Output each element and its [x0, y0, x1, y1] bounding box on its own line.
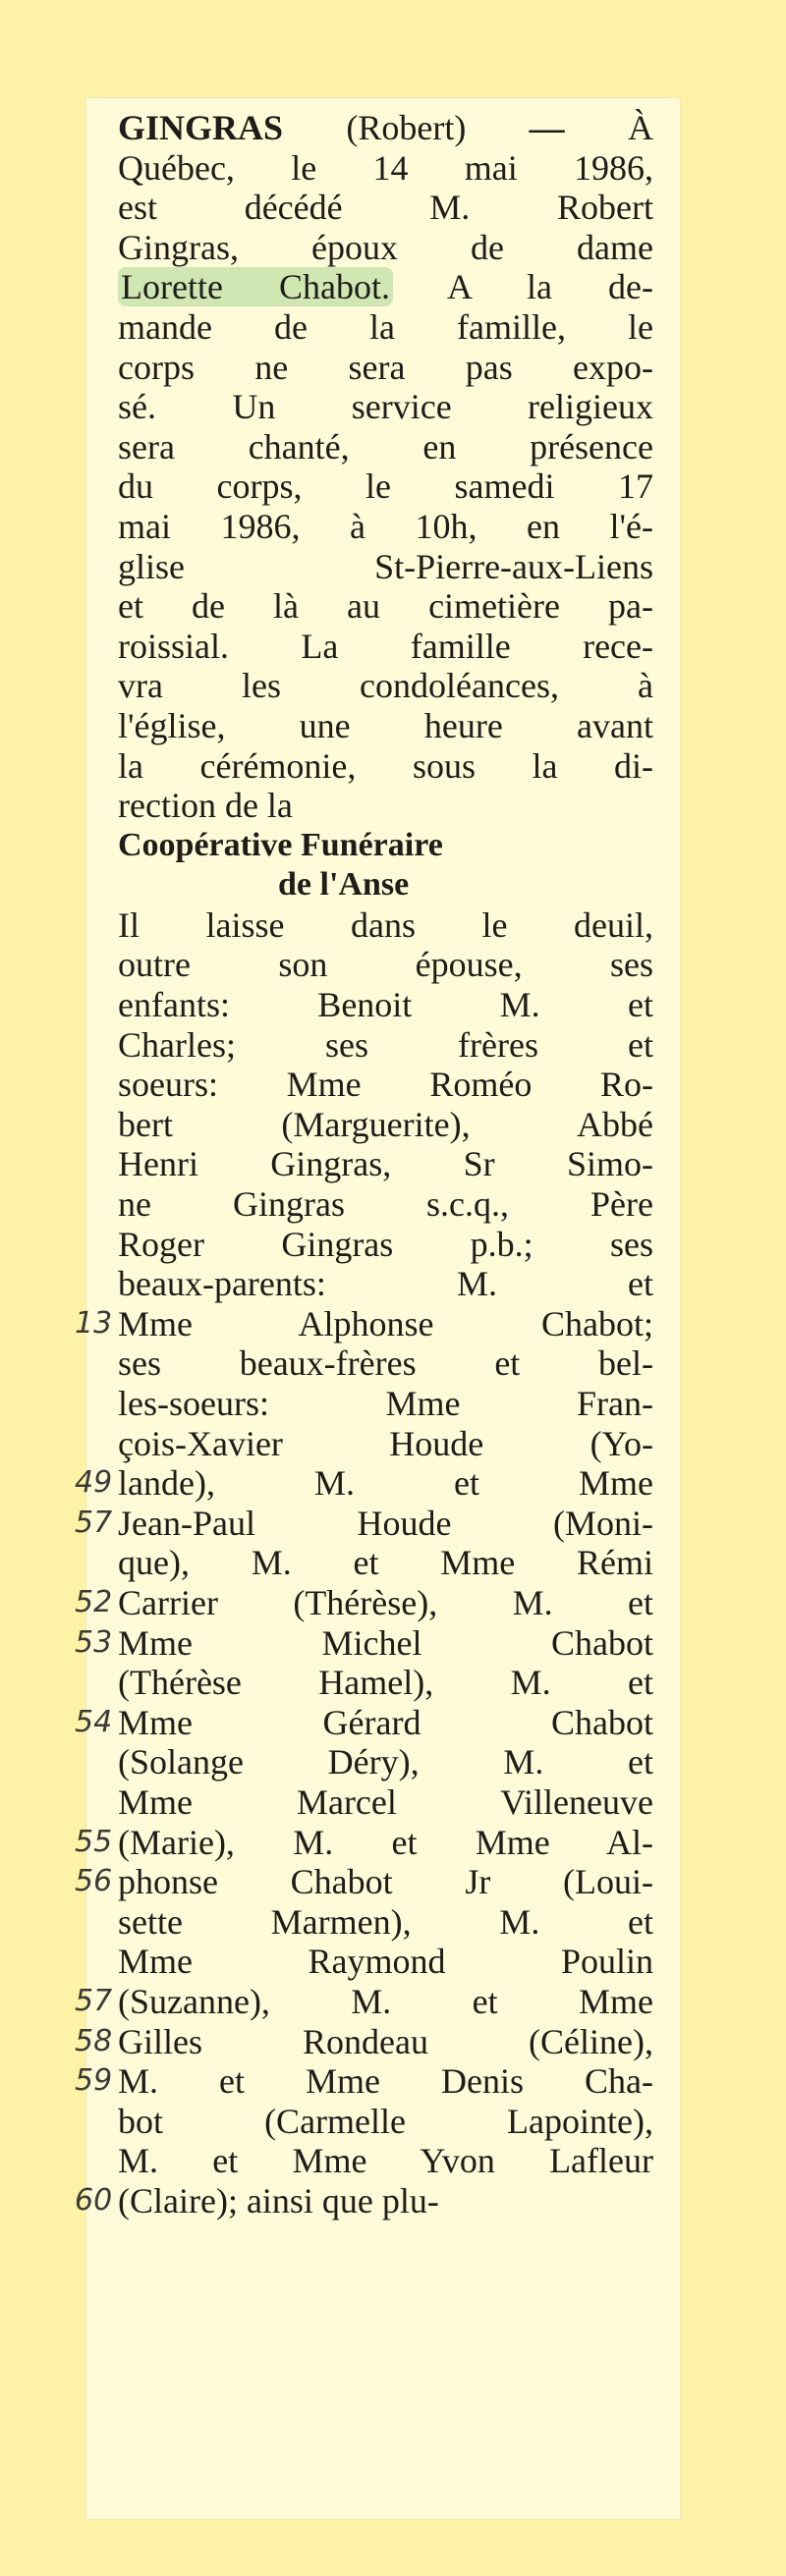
survivors-line: Il laisse dans le deuil, [118, 904, 653, 945]
survivors-line: que), M. et Mme Rémi [118, 1543, 653, 1583]
survivors-line: Charles; ses frères et [118, 1024, 653, 1065]
intro-line: roissial. La famille rece- [118, 626, 653, 666]
margin-note: 59 [75, 2063, 113, 2099]
survivors-line: Mme Raymond Poulin [118, 1942, 653, 1982]
intro-line: mai 1986, à 10h, en l'é- [118, 506, 653, 546]
survivors-line: bot (Carmelle Lapointe), [118, 2101, 653, 2141]
margin-note: 56 [75, 1864, 113, 1899]
intro-line: Lorette Chabot. A la de- [118, 267, 653, 307]
margin-note: 58 [75, 2023, 113, 2058]
margin-note: 57 [75, 1506, 113, 1540]
margin-note: 49 [75, 1465, 113, 1501]
funeral-home-name-line1: Coopérative Funéraire [118, 826, 443, 863]
intro-line: GINGRAS (Robert) — À [118, 108, 653, 147]
survivors-line: çois-Xavier Houde (Yo- [118, 1423, 653, 1463]
intro-line: l'église, une heure avant [118, 705, 653, 745]
survivors-line: phonse Chabot Jr (Loui- [118, 1862, 653, 1902]
intro-line: glise St-Pierre-aux-Liens [118, 546, 653, 586]
survivors-line: (Solange Déry), M. et [118, 1742, 653, 1782]
intro-line: mande de la famille, le [118, 306, 653, 347]
survivors-line: Carrier (Thérèse), M. et [118, 1582, 653, 1622]
margin-note: 55 [75, 1824, 113, 1859]
survivors-line: les-soeurs: Mme Fran- [118, 1384, 653, 1423]
survivors-line: lande), M. et Mme [118, 1463, 653, 1504]
survivors-line: Roger Gingras p.b.; ses [118, 1224, 653, 1264]
intro-line: corps ne sera pas expo- [118, 347, 653, 387]
survivors-line: (Thérèse Hamel), M. et [118, 1663, 653, 1703]
survivors-line: M. et Mme Denis Cha- [118, 2061, 653, 2102]
intro-line: vra les condoléances, à [118, 666, 653, 706]
margin-note: 13 [75, 1306, 113, 1341]
obituary-notice [118, 108, 653, 2220]
survivors-line: Gilles Rondeau (Céline), [118, 2021, 653, 2061]
intro-line: Québec, le 14 mai 1986, [118, 147, 653, 188]
margin-note: 57 [75, 1984, 113, 2019]
intro-line: et de là au cimetière pa- [118, 586, 653, 627]
survivors-line: soeurs: Mme Roméo Ro- [118, 1065, 653, 1105]
survivors-line: sette Marmen), M. et [118, 1901, 653, 1942]
survivors-line: (Suzanne), M. et Mme [118, 1981, 653, 2021]
survivors-line: Henri Gingras, Sr Simo- [118, 1144, 653, 1184]
intro-line: rection de la [118, 786, 293, 826]
survivors-line: ne Gingras s.c.q., Père [118, 1184, 653, 1225]
survivors-line: Mme Alphonse Chabot; [118, 1303, 653, 1343]
survivors-line: Mme Gérard Chabot [118, 1702, 653, 1742]
survivors-line: Mme Marcel Villeneuve [118, 1781, 653, 1822]
survivors-line: beaux-parents: M. et [118, 1264, 653, 1304]
intro-line: la cérémonie, sous la di- [118, 745, 653, 786]
survivors-line: Jean-Paul Houde (Moni- [118, 1503, 653, 1543]
survivors-line: Mme Michel Chabot [118, 1622, 653, 1663]
survivors-line: outre son épouse, ses [118, 945, 653, 985]
survivors-line: (Marie), M. et Mme Al- [118, 1822, 653, 1862]
margin-note: 52 [75, 1585, 113, 1620]
intro-line: est décédé M. Robert [118, 188, 653, 228]
margin-note: 54 [75, 1705, 113, 1739]
notice-survivors [118, 905, 653, 2221]
survivors-line: enfants: Benoit M. et [118, 985, 653, 1025]
intro-line: Gingras, époux de dame [118, 227, 653, 267]
survivors-line: M. et Mme Yvon Lafleur [118, 2141, 653, 2181]
intro-line: sera chanté, en présence [118, 426, 653, 466]
margin-note: 53 [75, 1624, 113, 1660]
funeral-home-name-line2: de l'Anse [278, 866, 410, 904]
notice-intro [118, 108, 653, 826]
survivors-line: ses beaux-frères et bel- [118, 1343, 653, 1384]
survivors-line: bert (Marguerite), Abbé [118, 1104, 653, 1144]
intro-line: sé. Un service religieux [118, 387, 653, 427]
margin-note: 60 [75, 2183, 113, 2219]
intro-line: du corps, le samedi 17 [118, 466, 653, 507]
survivors-line: (Claire); ainsi que plu- [118, 2180, 439, 2220]
